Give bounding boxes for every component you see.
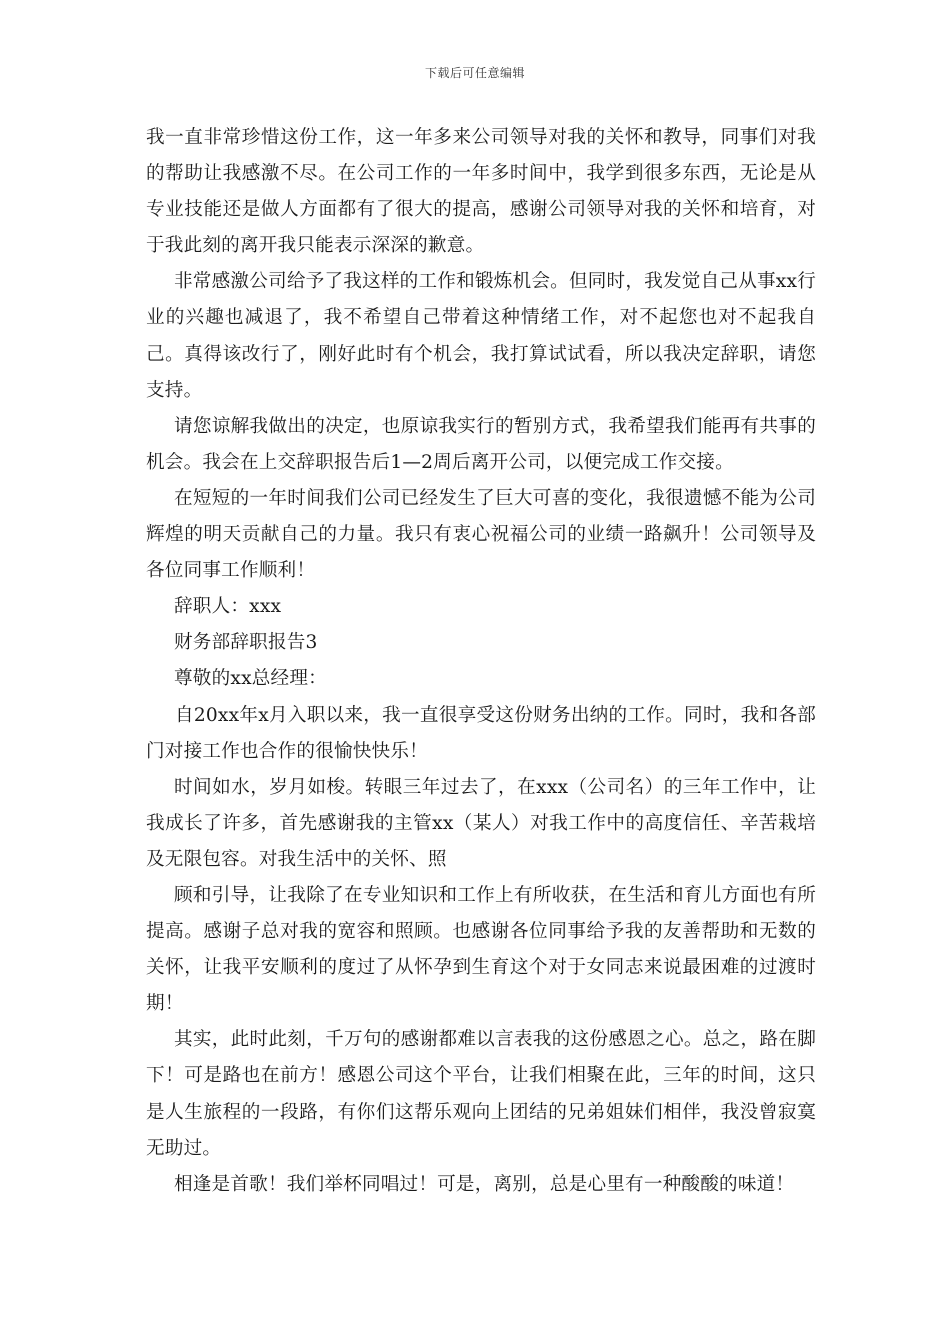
paragraph-3: 请您谅解我做出的决定，也原谅我实行的暂别方式，我希望我们能再有共事的机会。我会在上交辞职报告后1—2周后离开公司，以便完成工作交接。 [146,415,816,473]
paragraph-1: 我一直非常珍惜这份工作，这一年多来公司领导对我的关怀和教导，同事们对我的帮助让我感激不尽。在公司工作的一年多时间中，我学到很多东西，无论是从专业技能还是做人方面都有了很大的提高，感谢公司领导对我的关怀和培育，对于我此刻的离开我只能表示深深的歉意。 [146,127,816,257]
paragraph-8: 其实，此时此刻，千万句的感谢都难以言表我的这份感恩之心。总之，路在脚下！可是路也在前方！感恩公司这个平台，让我们相聚在此，三年的时间，这只是人生旅程的一段路，有你们这帮乐观向上团结的兄弟姐妹们相伴，我没曾寂寞无助过。 [146,1029,816,1159]
paragraph-5: 自20xx年x月入职以来，我一直很享受这份财务出纳的工作。同时，我和各部门对接工作也合作的很愉快快乐！ [146,704,816,762]
resignee-line: 辞职人：xxx [174,596,282,618]
paragraph-6: 时间如水，岁月如梭。转眼三年过去了，在xxx（公司名）的三年工作中，让我成长了许多，首先感谢我的主管xx（某人）对我工作中的高度信任、辛苦栽培及无限包容。对我生活中的关怀、照 [146,776,816,870]
page-header: 下载后可任意编辑 [424,66,525,80]
report-title: 财务部辞职报告3 [174,632,318,654]
paragraph-4: 在短短的一年时间我们公司已经发生了巨大可喜的变化，我很遗憾不能为公司辉煌的明天贡献自己的力量。我只有衷心祝福公司的业绩一路飙升！公司领导及各位同事工作顺利！ [146,487,816,582]
document-body [146,120,816,1203]
paragraph-9: 相逢是首歌！我们举杯同唱过！可是，离别，总是心里有一种酸酸的味道！ [174,1173,795,1195]
salutation: 尊敬的xx总经理： [174,668,327,690]
paragraph-2: 非常感激公司给予了我这样的工作和锻炼机会。但同时，我发觉自己从事xx行业的兴趣也减退了，我不希望自己带着这种情绪工作，对不起您也对不起我自己。真得该改行了，刚好此时有个机会，我打算试试看，所以我决定辞职，请您支持。 [146,271,816,401]
paragraph-7: 顾和引导，让我除了在专业知识和工作上有所收获，在生活和育儿方面也有所提高。感谢子总对我的宽容和照顾。也感谢各位同事给予我的友善帮助和无数的关怀，让我平安顺利的度过了从怀孕到生育这个对于女同志来说最困难的过渡时期！ [146,884,816,1015]
